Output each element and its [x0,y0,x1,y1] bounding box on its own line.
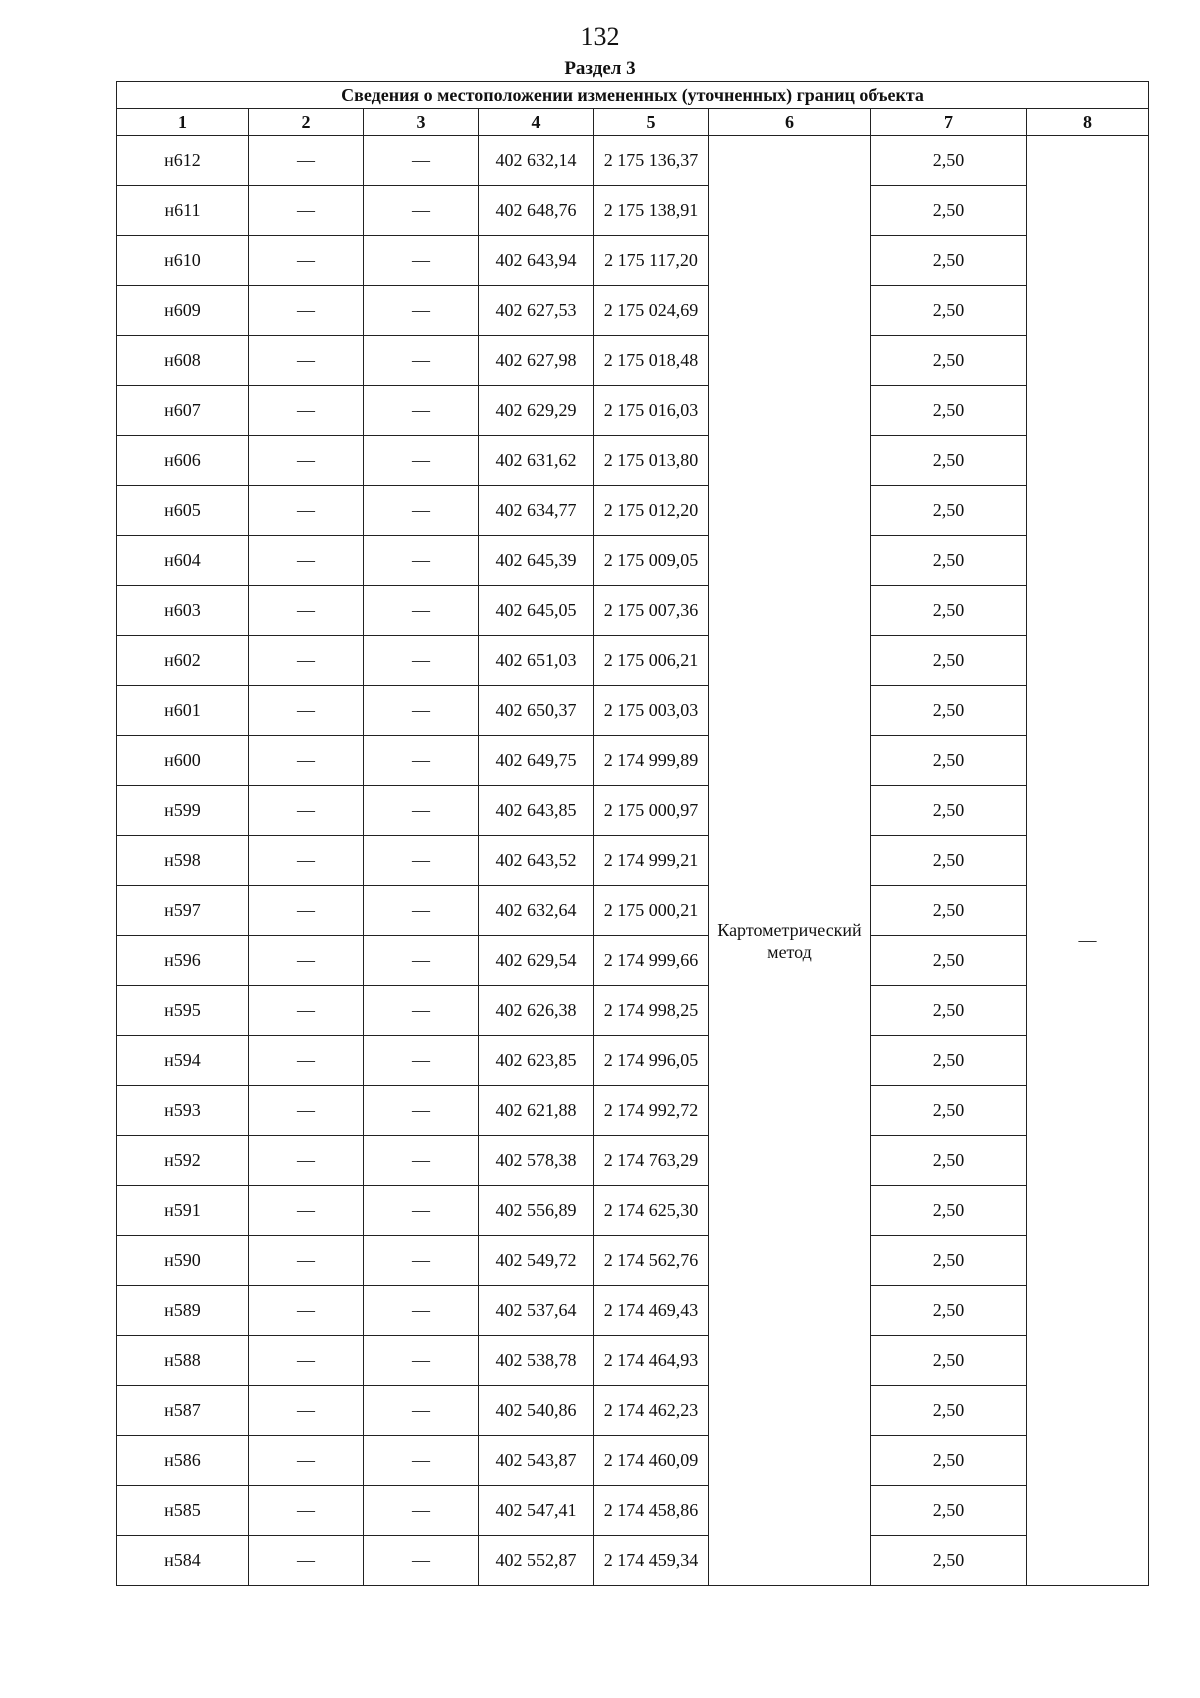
column-2-cell: — [249,1186,364,1236]
section-title: Раздел 3 [564,58,636,79]
table-caption: Сведения о местоположении измененных (уточненных) границ объекта [117,82,1149,109]
column-2-cell: — [249,586,364,636]
y-coordinate-cell: 2 175 000,21 [594,886,709,936]
point-name-cell: н584 [117,1536,249,1586]
table-row [117,436,1149,486]
column-2-cell: — [249,636,364,686]
column-number-2: 2 [249,109,364,136]
column-number-1: 1 [117,109,249,136]
y-coordinate-cell: 2 174 459,34 [594,1536,709,1586]
x-coordinate-cell: 402 632,14 [479,136,594,186]
x-coordinate-cell: 402 649,75 [479,736,594,786]
column-2-cell: — [249,236,364,286]
x-coordinate-cell: 402 552,87 [479,1536,594,1586]
accuracy-cell: 2,50 [871,1286,1027,1336]
x-coordinate-cell: 402 648,76 [479,186,594,236]
column-2-cell: — [249,286,364,336]
y-coordinate-cell: 2 174 992,72 [594,1086,709,1136]
column-2-cell: — [249,386,364,436]
point-name-cell: н589 [117,1286,249,1336]
column-2-cell: — [249,836,364,886]
x-coordinate-cell: 402 537,64 [479,1286,594,1336]
point-name-cell: н598 [117,836,249,886]
accuracy-cell: 2,50 [871,1386,1027,1436]
column-2-cell: — [249,936,364,986]
table-row [117,1086,1149,1136]
x-coordinate-cell: 402 631,62 [479,436,594,486]
point-name-cell: н601 [117,686,249,736]
accuracy-cell: 2,50 [871,1536,1027,1586]
point-name-cell: н600 [117,736,249,786]
y-coordinate-cell: 2 175 000,97 [594,786,709,836]
column-2-cell: — [249,1486,364,1536]
column-number-row [117,109,1149,136]
accuracy-cell: 2,50 [871,436,1027,486]
table-row [117,836,1149,886]
accuracy-cell: 2,50 [871,386,1027,436]
column-2-cell: — [249,736,364,786]
accuracy-cell: 2,50 [871,836,1027,886]
y-coordinate-cell: 2 175 007,36 [594,586,709,636]
x-coordinate-cell: 402 645,39 [479,536,594,586]
x-coordinate-cell: 402 626,38 [479,986,594,1036]
point-name-cell: н592 [117,1136,249,1186]
column-number-3: 3 [364,109,479,136]
y-coordinate-cell: 2 175 136,37 [594,136,709,186]
accuracy-cell: 2,50 [871,1436,1027,1486]
point-name-cell: н602 [117,636,249,686]
x-coordinate-cell: 402 540,86 [479,1386,594,1436]
accuracy-cell: 2,50 [871,1136,1027,1186]
column-3-cell: — [364,786,479,836]
y-coordinate-cell: 2 174 996,05 [594,1036,709,1086]
point-name-cell: н612 [117,136,249,186]
y-coordinate-cell: 2 175 006,21 [594,636,709,686]
table-row [117,186,1149,236]
column-2-cell: — [249,536,364,586]
column-3-cell: — [364,1486,479,1536]
point-name-cell: н588 [117,1336,249,1386]
point-name-cell: н610 [117,236,249,286]
point-name-cell: н591 [117,1186,249,1236]
point-name-cell: н587 [117,1386,249,1436]
y-coordinate-cell: 2 174 763,29 [594,1136,709,1186]
column-3-cell: — [364,936,479,986]
column-number-6: 6 [709,109,871,136]
boundary-coordinates-table [116,81,1149,1586]
table-body [117,136,1149,1586]
table-row [117,1436,1149,1486]
column-2-cell: — [249,436,364,486]
column-3-cell: — [364,236,479,286]
column-3-cell: — [364,1036,479,1086]
table-row [117,986,1149,1036]
point-name-cell: н608 [117,336,249,386]
column-3-cell: — [364,486,479,536]
table-row [117,1186,1149,1236]
accuracy-cell: 2,50 [871,1236,1027,1286]
x-coordinate-cell: 402 556,89 [479,1186,594,1236]
point-name-cell: н593 [117,1086,249,1136]
y-coordinate-cell: 2 175 018,48 [594,336,709,386]
table-row [117,636,1149,686]
y-coordinate-cell: 2 174 458,86 [594,1486,709,1536]
point-name-cell: н586 [117,1436,249,1486]
column-number-7: 7 [871,109,1027,136]
point-name-cell: н603 [117,586,249,636]
x-coordinate-cell: 402 621,88 [479,1086,594,1136]
y-coordinate-cell: 2 175 117,20 [594,236,709,286]
y-coordinate-cell: 2 174 999,66 [594,936,709,986]
accuracy-cell: 2,50 [871,186,1027,236]
y-coordinate-cell: 2 175 016,03 [594,386,709,436]
y-coordinate-cell: 2 174 625,30 [594,1186,709,1236]
point-name-cell: н599 [117,786,249,836]
column-2-cell: — [249,1386,364,1436]
column-2-cell: — [249,1236,364,1286]
column-3-cell: — [364,986,479,1036]
column-3-cell: — [364,836,479,886]
table-row [117,936,1149,986]
table-row [117,736,1149,786]
column-2-cell: — [249,1436,364,1486]
point-name-cell: н606 [117,436,249,486]
x-coordinate-cell: 402 651,03 [479,636,594,686]
column-number-4: 4 [479,109,594,136]
column-2-cell: — [249,1536,364,1586]
y-coordinate-cell: 2 174 562,76 [594,1236,709,1286]
column-3-cell: — [364,336,479,386]
accuracy-cell: 2,50 [871,1486,1027,1536]
accuracy-cell: 2,50 [871,1336,1027,1386]
table-row [117,1536,1149,1586]
column-2-cell: — [249,1136,364,1186]
column-number-8: 8 [1027,109,1149,136]
x-coordinate-cell: 402 578,38 [479,1136,594,1186]
table-row [117,1036,1149,1086]
point-name-cell: н597 [117,886,249,936]
y-coordinate-cell: 2 174 462,23 [594,1386,709,1436]
table-row [117,336,1149,386]
y-coordinate-cell: 2 174 460,09 [594,1436,709,1486]
column-2-cell: — [249,1036,364,1086]
column-3-cell: — [364,1136,479,1186]
y-coordinate-cell: 2 175 138,91 [594,186,709,236]
column-2-cell: — [249,486,364,536]
column-3-cell: — [364,1336,479,1386]
accuracy-cell: 2,50 [871,236,1027,286]
x-coordinate-cell: 402 627,53 [479,286,594,336]
x-coordinate-cell: 402 623,85 [479,1036,594,1086]
table-caption-row [117,82,1149,109]
column-3-cell: — [364,1536,479,1586]
accuracy-cell: 2,50 [871,336,1027,386]
y-coordinate-cell: 2 175 003,03 [594,686,709,736]
x-coordinate-cell: 402 632,64 [479,886,594,936]
x-coordinate-cell: 402 643,85 [479,786,594,836]
column-2-cell: — [249,786,364,836]
column-3-cell: — [364,386,479,436]
point-name-cell: н609 [117,286,249,336]
column-3-cell: — [364,636,479,686]
accuracy-cell: 2,50 [871,486,1027,536]
column-2-cell: — [249,686,364,736]
table-row [117,1286,1149,1336]
column-3-cell: — [364,1386,479,1436]
accuracy-cell: 2,50 [871,286,1027,336]
y-coordinate-cell: 2 175 024,69 [594,286,709,336]
accuracy-cell: 2,50 [871,786,1027,836]
column-3-cell: — [364,1236,479,1286]
accuracy-cell: 2,50 [871,136,1027,186]
x-coordinate-cell: 402 538,78 [479,1336,594,1386]
table-row [117,536,1149,586]
accuracy-cell: 2,50 [871,686,1027,736]
column-2-cell: — [249,1286,364,1336]
table-row [117,1136,1149,1186]
y-coordinate-cell: 2 174 469,43 [594,1286,709,1336]
x-coordinate-cell: 402 629,29 [479,386,594,436]
accuracy-cell: 2,50 [871,886,1027,936]
method-cell: Картометрический метод [709,136,871,1586]
table-row [117,886,1149,936]
column-3-cell: — [364,586,479,636]
column-number-5: 5 [594,109,709,136]
table-row [117,686,1149,736]
x-coordinate-cell: 402 643,52 [479,836,594,886]
table-row [117,1336,1149,1386]
column-3-cell: — [364,1286,479,1336]
point-name-cell: н607 [117,386,249,436]
point-name-cell: н604 [117,536,249,586]
table-row [117,286,1149,336]
accuracy-cell: 2,50 [871,1086,1027,1136]
y-coordinate-cell: 2 174 999,89 [594,736,709,786]
column-3-cell: — [364,536,479,586]
table-row [117,386,1149,436]
y-coordinate-cell: 2 175 009,05 [594,536,709,586]
table-row [117,1236,1149,1286]
column-2-cell: — [249,136,364,186]
accuracy-cell: 2,50 [871,736,1027,786]
x-coordinate-cell: 402 643,94 [479,236,594,286]
x-coordinate-cell: 402 645,05 [479,586,594,636]
column-2-cell: — [249,336,364,386]
column-3-cell: — [364,736,479,786]
column-3-cell: — [364,1186,479,1236]
point-name-cell: н590 [117,1236,249,1286]
column-3-cell: — [364,286,479,336]
column-3-cell: — [364,686,479,736]
x-coordinate-cell: 402 629,54 [479,936,594,986]
column-3-cell: — [364,136,479,186]
table-row [117,1486,1149,1536]
column-2-cell: — [249,1086,364,1136]
y-coordinate-cell: 2 174 464,93 [594,1336,709,1386]
x-coordinate-cell: 402 650,37 [479,686,594,736]
column-3-cell: — [364,1436,479,1486]
column-8-cell: — [1027,136,1149,1586]
column-3-cell: — [364,186,479,236]
page-number: 132 [580,22,620,51]
table-row [117,486,1149,536]
y-coordinate-cell: 2 174 998,25 [594,986,709,1036]
column-2-cell: — [249,1336,364,1386]
point-name-cell: н611 [117,186,249,236]
column-3-cell: — [364,436,479,486]
accuracy-cell: 2,50 [871,536,1027,586]
point-name-cell: н585 [117,1486,249,1536]
column-3-cell: — [364,886,479,936]
accuracy-cell: 2,50 [871,586,1027,636]
x-coordinate-cell: 402 549,72 [479,1236,594,1286]
point-name-cell: н594 [117,1036,249,1086]
table-row [117,136,1149,186]
accuracy-cell: 2,50 [871,1036,1027,1086]
x-coordinate-cell: 402 543,87 [479,1436,594,1486]
column-3-cell: — [364,1086,479,1136]
table-row [117,236,1149,286]
accuracy-cell: 2,50 [871,936,1027,986]
table-row [117,786,1149,836]
column-2-cell: — [249,886,364,936]
accuracy-cell: 2,50 [871,986,1027,1036]
point-name-cell: н595 [117,986,249,1036]
accuracy-cell: 2,50 [871,636,1027,686]
y-coordinate-cell: 2 174 999,21 [594,836,709,886]
table-row [117,1386,1149,1436]
x-coordinate-cell: 402 547,41 [479,1486,594,1536]
y-coordinate-cell: 2 175 013,80 [594,436,709,486]
y-coordinate-cell: 2 175 012,20 [594,486,709,536]
x-coordinate-cell: 402 627,98 [479,336,594,386]
column-2-cell: — [249,186,364,236]
x-coordinate-cell: 402 634,77 [479,486,594,536]
point-name-cell: н605 [117,486,249,536]
point-name-cell: н596 [117,936,249,986]
table-row [117,586,1149,636]
accuracy-cell: 2,50 [871,1186,1027,1236]
column-2-cell: — [249,986,364,1036]
